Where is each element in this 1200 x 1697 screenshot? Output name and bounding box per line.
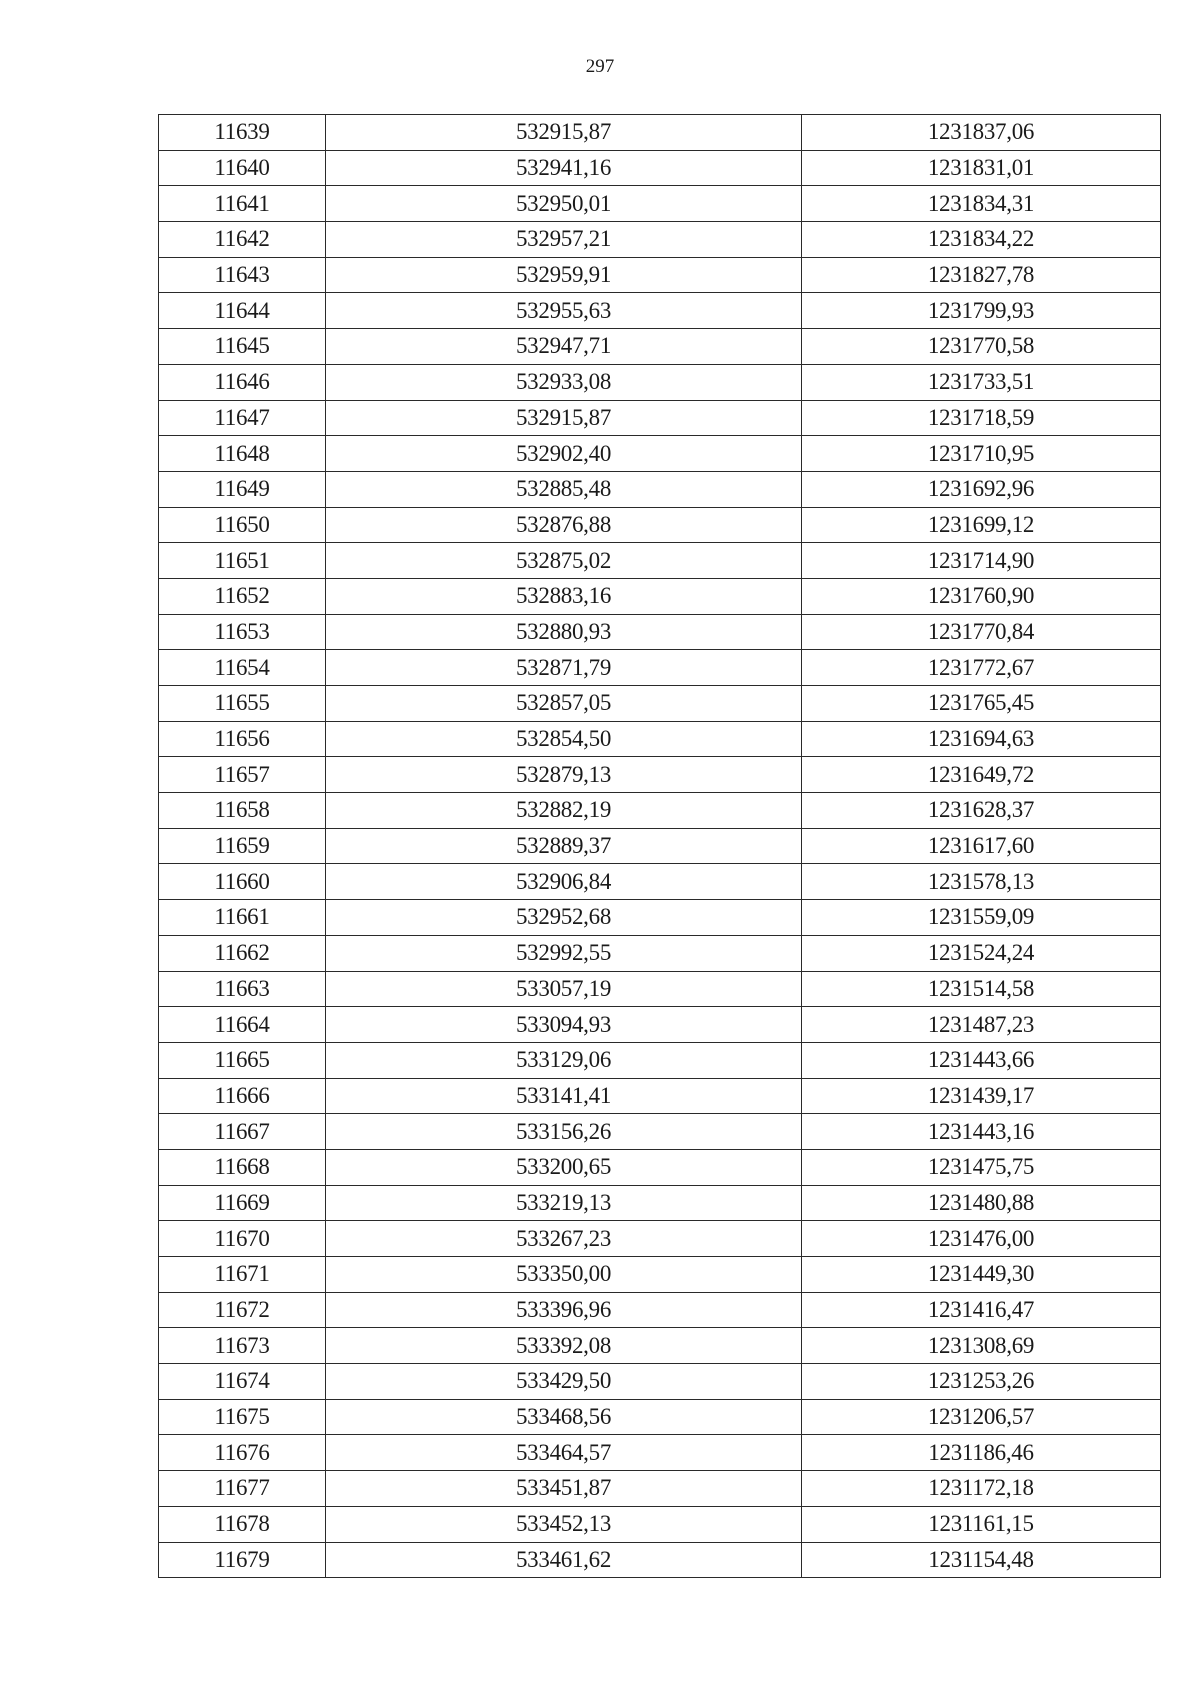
- table-row: [159, 364, 1161, 400]
- point-number-cell: 11648: [159, 436, 326, 472]
- point-number-cell: 11662: [159, 935, 326, 971]
- y-coordinate-cell: 1231837,06: [802, 115, 1161, 151]
- table-row: [159, 543, 1161, 579]
- table-row: [159, 971, 1161, 1007]
- x-coordinate-cell: 532952,68: [326, 900, 802, 936]
- point-number-cell: 11668: [159, 1149, 326, 1185]
- y-coordinate-cell: 1231308,69: [802, 1328, 1161, 1364]
- point-number-cell: 11649: [159, 471, 326, 507]
- point-number-cell: 11639: [159, 115, 326, 151]
- table-row: [159, 400, 1161, 436]
- x-coordinate-cell: 532950,01: [326, 186, 802, 222]
- point-number-cell: 11650: [159, 507, 326, 543]
- coordinates-table: [158, 114, 1161, 1578]
- point-number-cell: 11674: [159, 1364, 326, 1400]
- point-number-cell: 11678: [159, 1506, 326, 1542]
- point-number-cell: 11643: [159, 257, 326, 293]
- table-row: [159, 507, 1161, 543]
- y-coordinate-cell: 1231770,58: [802, 329, 1161, 365]
- x-coordinate-cell: 533429,50: [326, 1364, 802, 1400]
- table-row: [159, 1542, 1161, 1578]
- point-number-cell: 11647: [159, 400, 326, 436]
- x-coordinate-cell: 532857,05: [326, 686, 802, 722]
- y-coordinate-cell: 1231475,75: [802, 1149, 1161, 1185]
- table-row: [159, 1364, 1161, 1400]
- y-coordinate-cell: 1231827,78: [802, 257, 1161, 293]
- point-number-cell: 11652: [159, 578, 326, 614]
- x-coordinate-cell: 532959,91: [326, 257, 802, 293]
- point-number-cell: 11665: [159, 1042, 326, 1078]
- x-coordinate-cell: 533452,13: [326, 1506, 802, 1542]
- x-coordinate-cell: 533468,56: [326, 1399, 802, 1435]
- y-coordinate-cell: 1231831,01: [802, 150, 1161, 186]
- y-coordinate-cell: 1231559,09: [802, 900, 1161, 936]
- table-row: [159, 1185, 1161, 1221]
- table-row: [159, 1114, 1161, 1150]
- x-coordinate-cell: 533267,23: [326, 1221, 802, 1257]
- point-number-cell: 11666: [159, 1078, 326, 1114]
- y-coordinate-cell: 1231834,31: [802, 186, 1161, 222]
- x-coordinate-cell: 533141,41: [326, 1078, 802, 1114]
- y-coordinate-cell: 1231480,88: [802, 1185, 1161, 1221]
- x-coordinate-cell: 532957,21: [326, 222, 802, 258]
- point-number-cell: 11673: [159, 1328, 326, 1364]
- x-coordinate-cell: 533094,93: [326, 1007, 802, 1043]
- x-coordinate-cell: 532906,84: [326, 864, 802, 900]
- y-coordinate-cell: 1231449,30: [802, 1257, 1161, 1293]
- table-row: [159, 686, 1161, 722]
- x-coordinate-cell: 533129,06: [326, 1042, 802, 1078]
- y-coordinate-cell: 1231694,63: [802, 721, 1161, 757]
- table-row: [159, 828, 1161, 864]
- x-coordinate-cell: 533200,65: [326, 1149, 802, 1185]
- y-coordinate-cell: 1231617,60: [802, 828, 1161, 864]
- point-number-cell: 11667: [159, 1114, 326, 1150]
- point-number-cell: 11641: [159, 186, 326, 222]
- table-row: [159, 864, 1161, 900]
- point-number-cell: 11675: [159, 1399, 326, 1435]
- table-row: [159, 1149, 1161, 1185]
- point-number-cell: 11646: [159, 364, 326, 400]
- x-coordinate-cell: 532879,13: [326, 757, 802, 793]
- point-number-cell: 11669: [159, 1185, 326, 1221]
- table-row: [159, 115, 1161, 151]
- y-coordinate-cell: 1231699,12: [802, 507, 1161, 543]
- x-coordinate-cell: 532880,93: [326, 614, 802, 650]
- point-number-cell: 11654: [159, 650, 326, 686]
- point-number-cell: 11664: [159, 1007, 326, 1043]
- x-coordinate-cell: 532955,63: [326, 293, 802, 329]
- y-coordinate-cell: 1231154,48: [802, 1542, 1161, 1578]
- table-body: [159, 115, 1161, 1578]
- table-row: [159, 1399, 1161, 1435]
- y-coordinate-cell: 1231692,96: [802, 471, 1161, 507]
- y-coordinate-cell: 1231760,90: [802, 578, 1161, 614]
- table-row: [159, 1471, 1161, 1507]
- x-coordinate-cell: 532902,40: [326, 436, 802, 472]
- table-row: [159, 471, 1161, 507]
- y-coordinate-cell: 1231186,46: [802, 1435, 1161, 1471]
- table-row: [159, 186, 1161, 222]
- y-coordinate-cell: 1231416,47: [802, 1292, 1161, 1328]
- table-row: [159, 1042, 1161, 1078]
- point-number-cell: 11659: [159, 828, 326, 864]
- y-coordinate-cell: 1231770,84: [802, 614, 1161, 650]
- table-row: [159, 1221, 1161, 1257]
- point-number-cell: 11679: [159, 1542, 326, 1578]
- table-row: [159, 436, 1161, 472]
- table-row: [159, 793, 1161, 829]
- y-coordinate-cell: 1231206,57: [802, 1399, 1161, 1435]
- x-coordinate-cell: 533219,13: [326, 1185, 802, 1221]
- y-coordinate-cell: 1231514,58: [802, 971, 1161, 1007]
- point-number-cell: 11656: [159, 721, 326, 757]
- table-row: [159, 257, 1161, 293]
- point-number-cell: 11661: [159, 900, 326, 936]
- y-coordinate-cell: 1231524,24: [802, 935, 1161, 971]
- point-number-cell: 11671: [159, 1257, 326, 1293]
- y-coordinate-cell: 1231628,37: [802, 793, 1161, 829]
- x-coordinate-cell: 532915,87: [326, 115, 802, 151]
- table-row: [159, 150, 1161, 186]
- point-number-cell: 11663: [159, 971, 326, 1007]
- y-coordinate-cell: 1231443,16: [802, 1114, 1161, 1150]
- page-number: 297: [585, 56, 615, 77]
- table-row: [159, 1257, 1161, 1293]
- x-coordinate-cell: 532947,71: [326, 329, 802, 365]
- point-number-cell: 11660: [159, 864, 326, 900]
- y-coordinate-cell: 1231253,26: [802, 1364, 1161, 1400]
- table-row: [159, 900, 1161, 936]
- table-row: [159, 757, 1161, 793]
- table-row: [159, 1007, 1161, 1043]
- x-coordinate-cell: 532883,16: [326, 578, 802, 614]
- y-coordinate-cell: 1231710,95: [802, 436, 1161, 472]
- x-coordinate-cell: 532871,79: [326, 650, 802, 686]
- point-number-cell: 11658: [159, 793, 326, 829]
- y-coordinate-cell: 1231578,13: [802, 864, 1161, 900]
- point-number-cell: 11653: [159, 614, 326, 650]
- table-row: [159, 721, 1161, 757]
- table-row: [159, 935, 1161, 971]
- x-coordinate-cell: 532885,48: [326, 471, 802, 507]
- x-coordinate-cell: 533156,26: [326, 1114, 802, 1150]
- table-row: [159, 1078, 1161, 1114]
- point-number-cell: 11672: [159, 1292, 326, 1328]
- x-coordinate-cell: 532889,37: [326, 828, 802, 864]
- x-coordinate-cell: 533464,57: [326, 1435, 802, 1471]
- table-row: [159, 1435, 1161, 1471]
- x-coordinate-cell: 533461,62: [326, 1542, 802, 1578]
- y-coordinate-cell: 1231443,66: [802, 1042, 1161, 1078]
- x-coordinate-cell: 532882,19: [326, 793, 802, 829]
- x-coordinate-cell: 532854,50: [326, 721, 802, 757]
- y-coordinate-cell: 1231649,72: [802, 757, 1161, 793]
- x-coordinate-cell: 533396,96: [326, 1292, 802, 1328]
- point-number-cell: 11645: [159, 329, 326, 365]
- table-row: [159, 578, 1161, 614]
- y-coordinate-cell: 1231765,45: [802, 686, 1161, 722]
- point-number-cell: 11676: [159, 1435, 326, 1471]
- point-number-cell: 11670: [159, 1221, 326, 1257]
- x-coordinate-cell: 533350,00: [326, 1257, 802, 1293]
- x-coordinate-cell: 532941,16: [326, 150, 802, 186]
- y-coordinate-cell: 1231476,00: [802, 1221, 1161, 1257]
- point-number-cell: 11677: [159, 1471, 326, 1507]
- table-row: [159, 1506, 1161, 1542]
- point-number-cell: 11642: [159, 222, 326, 258]
- y-coordinate-cell: 1231487,23: [802, 1007, 1161, 1043]
- x-coordinate-cell: 532915,87: [326, 400, 802, 436]
- x-coordinate-cell: 533451,87: [326, 1471, 802, 1507]
- point-number-cell: 11640: [159, 150, 326, 186]
- table-row: [159, 222, 1161, 258]
- x-coordinate-cell: 532992,55: [326, 935, 802, 971]
- table-row: [159, 1292, 1161, 1328]
- x-coordinate-cell: 532875,02: [326, 543, 802, 579]
- y-coordinate-cell: 1231161,15: [802, 1506, 1161, 1542]
- point-number-cell: 11655: [159, 686, 326, 722]
- y-coordinate-cell: 1231718,59: [802, 400, 1161, 436]
- y-coordinate-cell: 1231772,67: [802, 650, 1161, 686]
- point-number-cell: 11644: [159, 293, 326, 329]
- y-coordinate-cell: 1231799,93: [802, 293, 1161, 329]
- x-coordinate-cell: 532876,88: [326, 507, 802, 543]
- x-coordinate-cell: 533057,19: [326, 971, 802, 1007]
- y-coordinate-cell: 1231733,51: [802, 364, 1161, 400]
- x-coordinate-cell: 533392,08: [326, 1328, 802, 1364]
- x-coordinate-cell: 532933,08: [326, 364, 802, 400]
- y-coordinate-cell: 1231714,90: [802, 543, 1161, 579]
- table-row: [159, 1328, 1161, 1364]
- y-coordinate-cell: 1231439,17: [802, 1078, 1161, 1114]
- table-row: [159, 614, 1161, 650]
- table-row: [159, 329, 1161, 365]
- y-coordinate-cell: 1231834,22: [802, 222, 1161, 258]
- table-row: [159, 650, 1161, 686]
- table-row: [159, 293, 1161, 329]
- point-number-cell: 11651: [159, 543, 326, 579]
- point-number-cell: 11657: [159, 757, 326, 793]
- y-coordinate-cell: 1231172,18: [802, 1471, 1161, 1507]
